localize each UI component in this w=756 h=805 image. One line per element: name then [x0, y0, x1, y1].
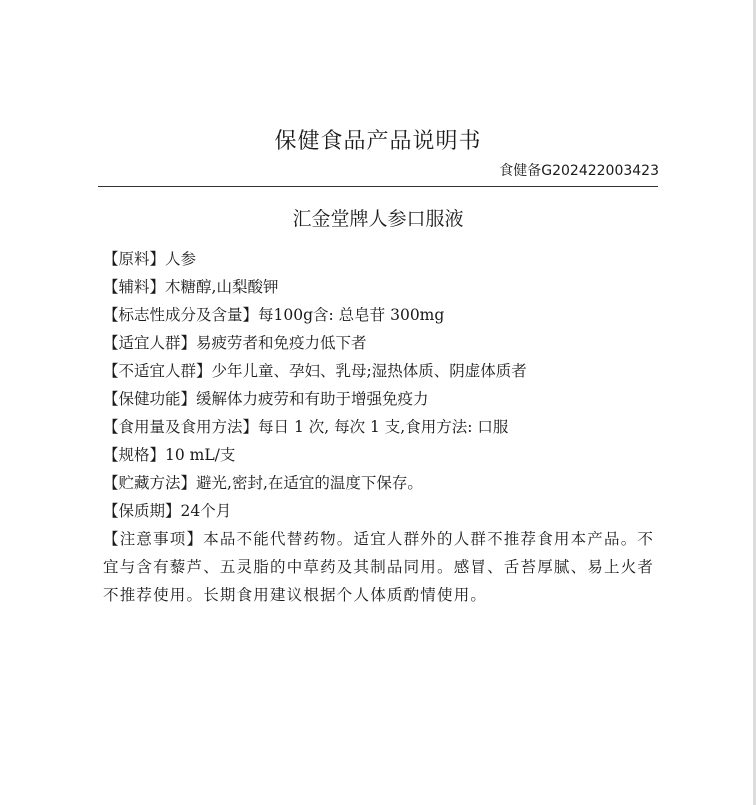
field-value: 避光,密封,在适宜的温度下保存。 [196, 474, 423, 492]
field-label: 【保质期】 [103, 502, 181, 520]
field-value: 少年儿童、孕妇、乳母;湿热体质、阴虚体质者 [211, 362, 527, 380]
field-label: 【辅料】 [103, 278, 166, 296]
field-excipients [103, 273, 663, 301]
field-label: 【贮藏方法】 [103, 474, 197, 492]
field-marker-content [103, 301, 663, 329]
field-label: 【保健功能】 [103, 390, 197, 408]
field-dosage [103, 413, 663, 441]
title-divider [98, 186, 658, 187]
field-value: 本品不能代替药物。适宜人群外的人群不推荐食用本产品。不宜与含有藜芦、五灵脂的中草药及其制品同用。感冒、舌苔厚腻、易上火者不推荐使用。长期食用建议根据个人体质酌情使用。 [103, 530, 655, 604]
field-label: 【适宜人群】 [103, 334, 197, 352]
field-label: 【不适宜人群】 [103, 362, 212, 380]
registration-number: 食健备G202422003423 [499, 163, 659, 179]
field-unsuitable-people [103, 357, 663, 385]
field-label: 【食用量及食用方法】 [103, 418, 259, 436]
field-value: 10 mL/支 [165, 446, 236, 464]
field-suitable-people [103, 329, 663, 357]
field-specification [103, 441, 663, 469]
product-name: 汇金堂牌人参口服液 [292, 208, 464, 230]
field-value: 缓解体力疲劳和有助于增强免疫力 [196, 390, 429, 408]
field-label: 【注意事项】 [103, 530, 204, 548]
document-title: 保健食品产品说明书 [274, 129, 482, 154]
field-precautions [103, 525, 663, 609]
field-label: 【标志性成分及含量】 [103, 306, 259, 324]
field-storage [103, 469, 663, 497]
field-value: 24个月 [180, 502, 232, 520]
field-health-function [103, 385, 663, 413]
field-value: 易疲劳者和免疫力低下者 [196, 334, 367, 352]
field-value: 每100g含: 总皂苷 300mg [258, 306, 445, 324]
field-label: 【原料】 [103, 250, 166, 268]
field-value: 木糖醇,山梨酸钾 [165, 278, 279, 296]
spec-fields [103, 245, 663, 609]
field-shelf-life [103, 497, 663, 525]
field-value: 每日 1 次, 每次 1 支,食用方法: 口服 [258, 418, 509, 436]
field-label: 【规格】 [103, 446, 166, 464]
field-value: 人参 [165, 250, 197, 268]
field-ingredients [103, 245, 663, 273]
